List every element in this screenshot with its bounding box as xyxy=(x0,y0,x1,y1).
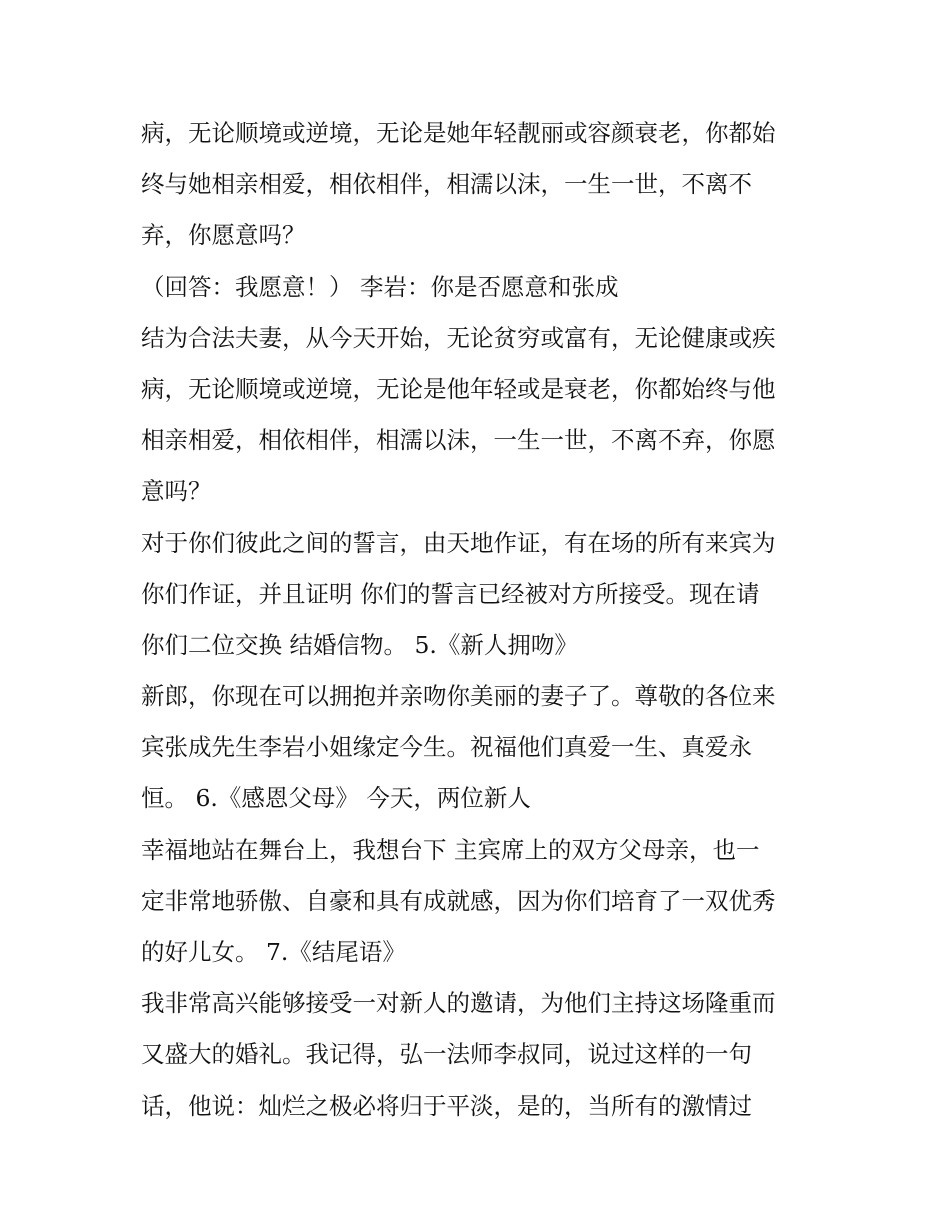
text-line: 幸福地站在舞台上，我想台下 主宾席上的双方父母亲，也一 xyxy=(141,835,760,864)
text-line: 相亲相爱，相依相伴，相濡以沫，一生一世，不离不弃，你愿 xyxy=(141,426,776,455)
text-line: 弃，你愿意吗？ xyxy=(141,221,306,250)
text-line: 新郎，你现在可以拥抱并亲吻你美丽的妻子了。尊敬的各位来 xyxy=(141,682,776,711)
text-line: 恒。 6.《感恩父母》 今天，两位新人 xyxy=(141,784,531,813)
text-line: 你们作证，并且证明 你们的誓言已经被对方所接受。现在请 xyxy=(141,579,760,608)
text-line: 宾张成先生李岩小姐缘定今生。祝福他们真爱一生、真爱永 xyxy=(141,733,752,762)
text-line: 又盛大的婚礼。我记得，弘一法师李叔同，说过这样的一句 xyxy=(141,1040,752,1069)
text-line: 定非常地骄傲、自豪和具有成就感，因为你们培育了一双优秀 xyxy=(141,886,776,915)
text-line: 结为合法夫妻，从今天开始，无论贫穷或富有，无论健康或疾 xyxy=(141,323,776,352)
text-line: （回答：我愿意！） 李岩：你是否愿意和张成 xyxy=(141,272,619,301)
text-line: 意吗？ xyxy=(141,477,212,506)
text-line: 终与她相亲相爱，相依相伴，相濡以沫，一生一世，不离不 xyxy=(141,170,752,199)
text-line: 的好儿女。 7.《结尾语》 xyxy=(141,938,406,966)
text-line: 话，他说：灿烂之极必将归于平淡，是的，当所有的激情过 xyxy=(141,1091,752,1120)
text-line: 我非常高兴能够接受一对新人的邀请，为他们主持这场隆重而 xyxy=(141,989,776,1018)
text-line: 病，无论顺境或逆境，无论是她年轻靓丽或容颜衰老，你都始 xyxy=(141,119,776,147)
text-line: 病，无论顺境或逆境，无论是他年轻或是衰老，你都始终与他 xyxy=(141,374,776,403)
body-text xyxy=(141,108,831,1132)
text-line: 对于你们彼此之间的誓言，由天地作证，有在场的所有来宾为 xyxy=(141,528,776,557)
text-line: 你们二位交换 结婚信物。 5.《新人拥吻》 xyxy=(141,630,578,659)
